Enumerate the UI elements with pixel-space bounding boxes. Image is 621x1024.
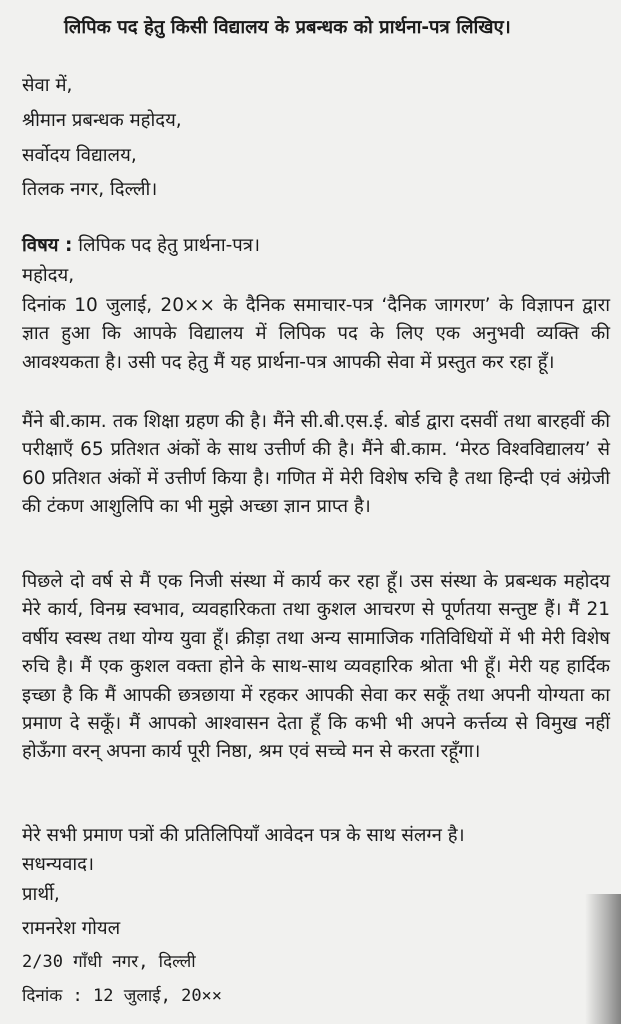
closing-thanks: सधन्यवाद।	[22, 854, 94, 875]
paragraph-experience: पिछले दो वर्ष से मैं एक निजी संस्था में कार्य कर रहा हूँ। उस संस्था के प्रबन्धक महोदय मेरे कार्य, विनम्र स्वभाव, व्यवहारिकता तथा कुशल आचरण से पूर्णतया सन्तुष्ट हैं। मैं 21 वर्षीय स्वस्थ तथा योग्य युवा हूँ। क्रीड़ा तथा अन्य सामाजिक गतिविधियों में भी मेरी विशेष रुचि है। मैं एक कुशल वक्ता होने के साथ-साथ व्यवहारिक श्रोता भी हूँ। मेरी यह हार्दिक इच्छा है कि मैं आपकी छत्रछाया में रहकर आपकी सेवा कर सकूँ तथा अपनी योग्यता का प्रमाण दे सकूँ। मैं आपको आश्वासन देता हूँ कि कभी भी अपने कर्त्तव्य से विमुख नहीं होऊँगा वरन् अपना कार्य पूरी निष्ठा, श्रम एवं सच्चे मन से करता रहूँगा।	[22, 571, 610, 763]
scan-edge-shadow	[585, 894, 621, 1024]
applicant-name: रामनरेश गोयल	[22, 918, 121, 939]
subject-text: लिपिक पद हेतु प्रार्थना-पत्र।	[78, 235, 261, 256]
paragraph-advertisement: दिनांक 10 जुलाई, 20×× के दैनिक समाचार-पत्र ‘दैनिक जागरण’ के विज्ञापन द्वारा ज्ञात हुआ कि आपके विद्यालय में लिपिक पद के लिए एक अनुभवी व्यक्ति की आवश्यकता है। उसी पद हेतु मैं यह प्रार्थना-पत्र आपकी सेवा में प्रस्तुत कर रहा हूँ।	[22, 295, 610, 373]
subject-line	[22, 232, 260, 260]
applicant-address: 2/30 गाँधी नगर, दिल्ली	[22, 952, 196, 972]
subject-label: विषय :	[22, 235, 73, 256]
address-recipient: श्रीमान प्रबन्धक महोदय,	[22, 110, 182, 131]
letter-prompt-title: लिपिक पद हेतु किसी विद्यालय के प्रबन्धक को प्रार्थना-पत्र लिखिए।	[64, 17, 511, 38]
applicant-label: प्रार्थी,	[22, 884, 60, 905]
paragraph-education: मैंने बी.काम. तक शिक्षा ग्रहण की है। मैंने सी.बी.एस.ई. बोर्ड द्वारा दसवीं तथा बारहवीं की परीक्षाएँ 65 प्रतिशत अंकों के साथ उत्तीर्ण की है। मैंने बी.काम. ‘मेरठ विश्वविद्यालय’ से 60 प्रतिशत अंकों में उत्तीर्ण किया है। गणित में मेरी विशेष रुचि है तथा हिन्दी एवं अंग्रेजी की टंकण आशुलिपि का भी मुझे अच्छा ज्ञान प्राप्त है।	[22, 411, 610, 518]
salutation: महोदय,	[22, 265, 75, 286]
letter-date: दिनांक : 12 जुलाई, 20××	[22, 986, 223, 1006]
address-to: सेवा में,	[22, 75, 73, 96]
address-city: तिलक नगर, दिल्ली।	[22, 179, 158, 200]
paragraph-attachments: मेरे सभी प्रमाण पत्रों की प्रतिलिपियाँ आवेदन पत्र के साथ संलग्न है।	[22, 825, 465, 846]
address-school: सर्वोदय विद्यालय,	[22, 145, 137, 166]
